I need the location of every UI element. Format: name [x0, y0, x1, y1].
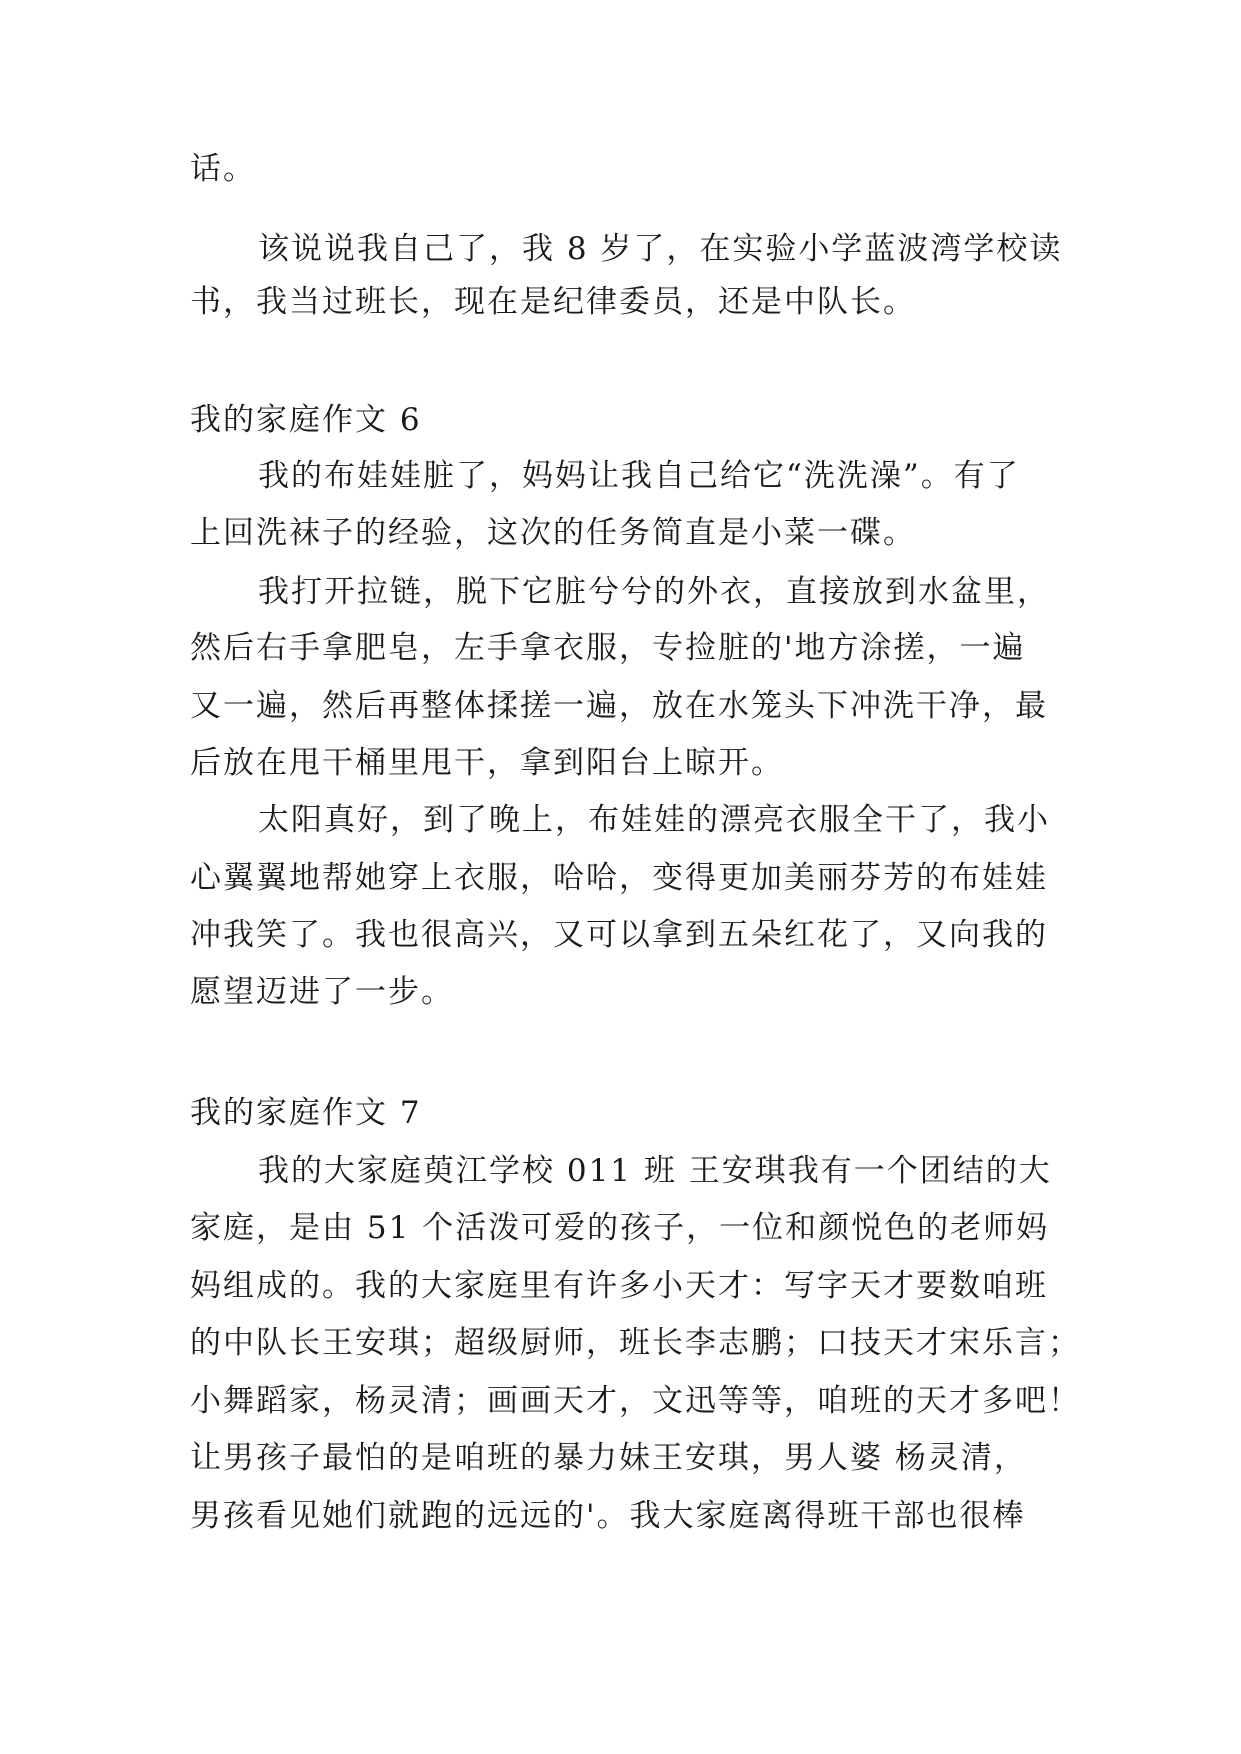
- text-line: 的中队长王安琪；超级厨师，班长李志鹏；口技天才宋乐言；: [190, 1325, 1081, 1361]
- section-heading: 我的家庭作文 7: [190, 1095, 422, 1131]
- text-line: 上回洗袜子的经验，这次的任务简直是小菜一碟。: [190, 515, 916, 551]
- text-line: 小舞蹈家，杨灵清；画画天才，文迅等等，咱班的天才多吧！: [190, 1383, 1081, 1419]
- text-line: 我打开拉链，脱下它脏兮兮的外衣，直接放到水盆里，: [258, 574, 1050, 610]
- text-line: 后放在甩干桶里甩干，拿到阳台上晾开。: [190, 745, 784, 781]
- text-line: 我的布娃娃脏了，妈妈让我自己给它“洗洗澡”。有了: [258, 458, 1020, 494]
- text-line: 书，我当过班长，现在是纪律委员，还是中队长。: [190, 284, 916, 320]
- text-line: 男孩看见她们就跑的远远的'。我大家庭离得班干部也很棒: [190, 1498, 1026, 1534]
- section-heading: 我的家庭作文 6: [190, 402, 422, 438]
- text-line: 让男孩子最怕的是咱班的暴力妹王安琪，男人婆 杨灵清，: [190, 1440, 1027, 1476]
- text-line: 话。: [190, 151, 256, 187]
- text-line: 我的大家庭萸江学校 011 班 王安琪我有一个团结的大: [258, 1153, 1052, 1189]
- text-line: 愿望迈进了一步。: [190, 974, 454, 1010]
- text-line: 妈组成的。我的大家庭里有许多小天才：写字天才要数咱班: [190, 1268, 1048, 1304]
- text-line: 太阳真好，到了晚上，布娃娃的漂亮衣服全干了，我小: [258, 802, 1050, 838]
- text-line: 然后右手拿肥皂，左手拿衣服，专捡脏的'地方涂搓，一遍: [190, 630, 1026, 666]
- text-line: 又一遍，然后再整体揉搓一遍，放在水笼头下冲洗干净，最: [190, 688, 1048, 724]
- text-line: 心翼翼地帮她穿上衣服，哈哈，变得更加美丽芬芳的布娃娃: [190, 860, 1048, 896]
- text-line: 该说说我自己了，我 8 岁了，在实验小学蓝波湾学校读: [258, 231, 1063, 267]
- text-line: 冲我笑了。我也很高兴，又可以拿到五朵红花了，又向我的: [190, 917, 1048, 953]
- text-line: 家庭，是由 51 个活泼可爱的孩子，一位和颜悦色的老师妈: [190, 1210, 1050, 1246]
